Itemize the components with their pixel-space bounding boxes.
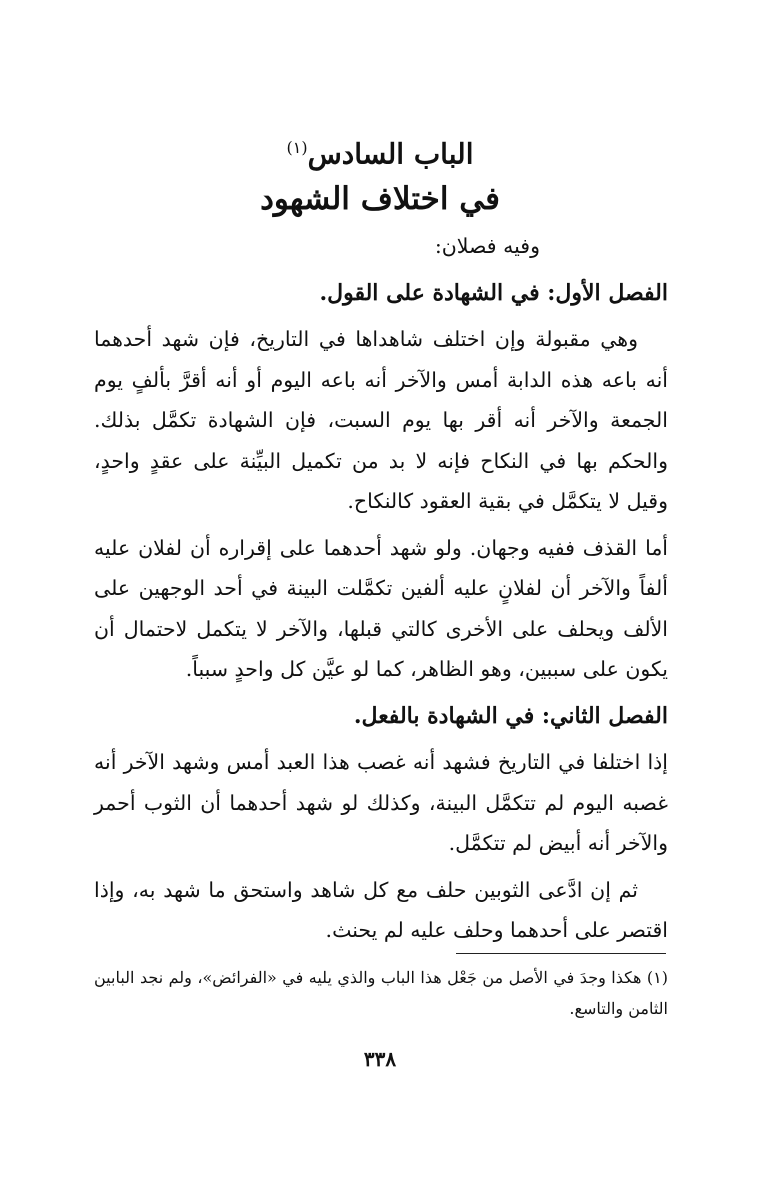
footnote [94, 962, 668, 1024]
footnote-text: هكذا وجدَ في الأصل من جَعْل هذا الباب والذي يليه في «الفرائض»، ولم نجد البابين الثامن والتاسع. [94, 968, 668, 1018]
section-2-heading: الفصل الثاني: في الشهادة بالفعل. [353, 702, 668, 729]
section-1-paragraph-1: وهي مقبولة وإن اختلف شاهداها في التاريخ، فإن شهد أحدهما أنه باعه هذه الدابة أمس والآخر أنه باعه اليوم أو أنه أقرَّ بألفٍ يوم الجمعة والآخر أنه أقر بها يوم السبت، فإن الشهادة تكمَّل بذلك. والحكم بها في النكاح فإنه لا بد من تكميل البيِّنة على عقدٍ واحدٍ، وقيل لا يتكمَّل في بقية العقود كالنكاح. [94, 327, 668, 513]
chapter-title-text: الباب السادس [307, 137, 474, 171]
footnote-marker: (١) [646, 968, 668, 987]
chapter-title [200, 128, 560, 174]
body-text [94, 226, 668, 957]
section-1-heading: الفصل الأول: في الشهادة على القول. [319, 279, 668, 306]
chapter-footnote-marker: (١) [286, 138, 308, 157]
section-2-paragraph-1: إذا اختلفا في التاريخ فشهد أنه غصب هذا العبد أمس وشهد الآخر أنه غصبه اليوم لم تتكمَّل البينة، وكذلك لو شهد أحدهما أن الثوب أحمر والآخر أنه أبيض لم تتكمَّل. [94, 750, 668, 855]
page-number: ٣٣٨ [363, 1047, 397, 1071]
section-1-paragraph-2: أما القذف ففيه وجهان. ولو شهد أحدهما على إقراره أن لفلان عليه ألفاً والآخر أن لفلانٍ عليه ألفين تكمَّلت البينة في أحد الوجهين على الألف ويحلف على الأخرى كالتي قبلها، والآخر لا يتكمل لاحتمال أن يكون على سببين، وهو الظاهر، كما لو عيَّن كل واحدٍ سبباً. [94, 535, 668, 681]
chapter-subtitle: في اختلاف الشهود [260, 181, 500, 217]
intro-line: وفيه فصلان: [434, 234, 540, 258]
section-2-paragraph-2: ثم إن ادَّعى الثوبين حلف مع كل شاهد واستحق ما شهد به، وإذا اقتصر على أحدهما وحلف عليه لم يحنث. [94, 877, 668, 942]
footnote-divider [456, 953, 666, 954]
